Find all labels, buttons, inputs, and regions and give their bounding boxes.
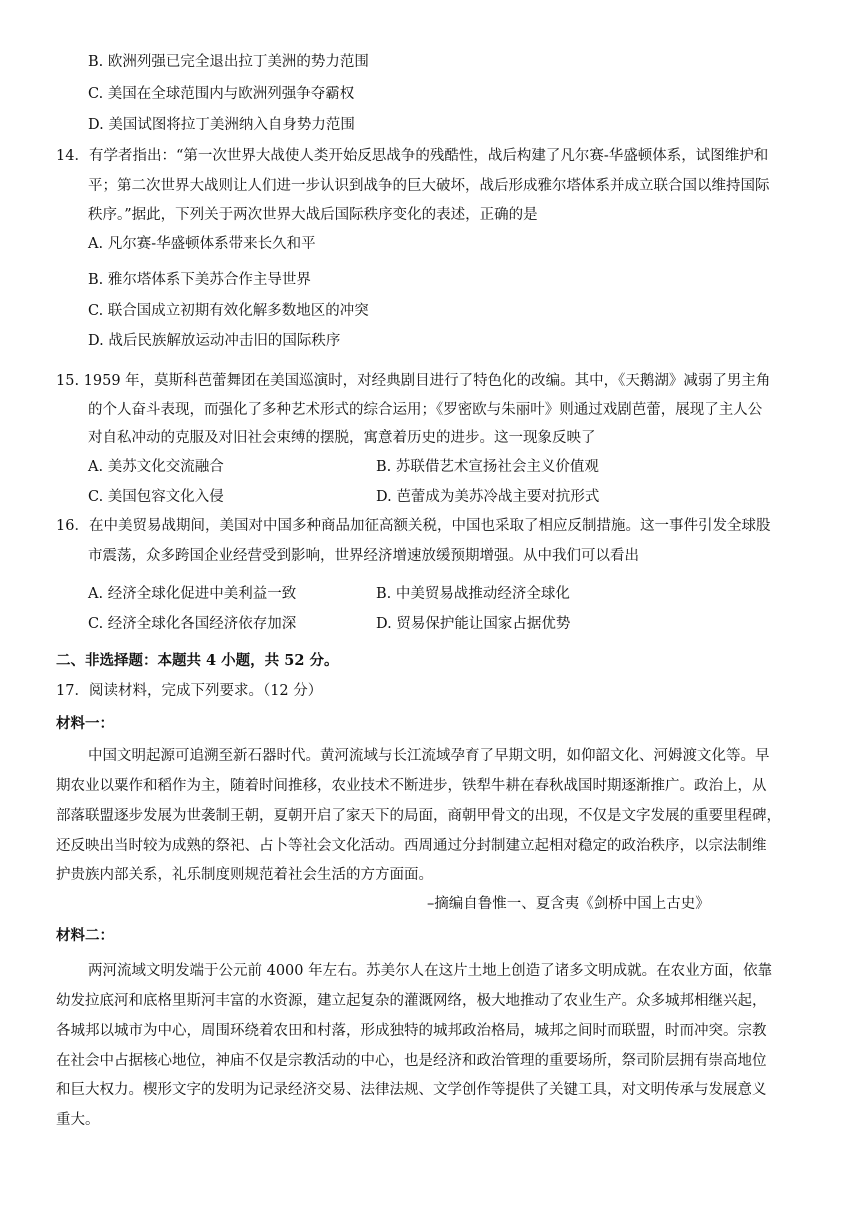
q15-option-a: A. 美苏文化交流融合 (88, 459, 224, 475)
section-heading: 二、非选择题：本题共 4 小题，共 52 分。 (56, 652, 339, 669)
material1-para-line2: 期农业以粟作和稻作为主，随着时间推移，农业技术不断进步，铁犁牛耕在春秋战国时期逐渐推广。政治上，从 (56, 778, 767, 794)
q16-option-c: C. 经济全球化各国经济依存加深 (88, 616, 297, 632)
q14-stem-line2: 平；第二次世界大战则让人们进一步认识到战争的巨大破坏，战后形成雅尔塔体系并成立联合国以维持国际 (88, 178, 770, 194)
material1-para-line5: 护贵族内部关系，礼乐制度则规范着社会生活的方方面面。 (56, 867, 433, 883)
material2-para-line2: 幼发拉底河和底格里斯河丰富的水资源，建立起复杂的灌溉网络，极大地推动了农业生产。众多城邦相继兴起， (56, 993, 767, 1009)
q13-option-d: D. 美国试图将拉丁美洲纳入自身势力范围 (88, 117, 355, 133)
material2-para-line5: 和巨大权力。楔形文字的发明为记录经济交易、法律法规、文学创作等提供了关键工具，对文明传承与发展意义 (56, 1082, 767, 1098)
q16-stem-line1: 16．在中美贸易战期间，美国对中国多种商品加征高额关税，中国也采取了相应反制措施。这一事件引发全球股 (56, 518, 771, 534)
material1-source: –摘编自鲁惟一、夏含夷《剑桥中国上古史》 (427, 896, 710, 912)
material1-para-line1: 中国文明起源可追溯至新石器时代。黄河流域与长江流域孕育了早期文明，如仰韶文化、河姆渡文化等。早 (88, 748, 770, 764)
q15-stem-line3: 对自私冲动的克服及对旧社会束缚的摆脱，寓意着历史的进步。这一现象反映了 (88, 430, 596, 446)
q13-option-b: B. 欧洲列强已完全退出拉丁美洲的势力范围 (88, 54, 369, 70)
q15-option-c: C. 美国包容文化入侵 (88, 489, 224, 505)
q16-stem-line2: 市震荡，众多跨国企业经营受到影响，世界经济增速放缓预期增强。从中我们可以看出 (88, 548, 639, 564)
q15-option-d: D. 芭蕾成为美苏冷战主要对抗形式 (376, 489, 600, 505)
q17-stem: 17．阅读材料，完成下列要求。（12 分） (56, 683, 323, 699)
q15-stem-line2: 的个人奋斗表现，而强化了多种艺术形式的综合运用；《罗密欧与朱丽叶》则通过戏剧芭蕾，展现了主人公 (88, 402, 763, 418)
material2-para-line3: 各城邦以城市为中心，周围环绕着农田和村落，形成独特的城邦政治格局，城邦之间时而联盟，时而冲突。宗教 (56, 1023, 767, 1039)
q15-stem-line1: 15. 1959 年，莫斯科芭蕾舞团在美国巡演时，对经典剧目进行了特色化的改编。其中，《天鹅湖》减弱了男主角 (56, 373, 771, 389)
material1-label: 材料一： (56, 715, 114, 732)
q14-option-d: D. 战后民族解放运动冲击旧的国际秩序 (88, 333, 341, 349)
q14-option-c: C. 联合国成立初期有效化解多数地区的冲突 (88, 303, 369, 319)
material2-label: 材料二： (56, 927, 114, 944)
q16-option-b: B. 中美贸易战推动经济全球化 (376, 586, 570, 602)
material2-para-line1: 两河流域文明发端于公元前 4000 年左右。苏美尔人在这片土地上创造了诸多文明成就。在农业方面，依靠 (88, 963, 773, 979)
q14-stem-line3: 秩序。”据此，下列关于两次世界大战后国际秩序变化的表述，正确的是 (88, 207, 538, 223)
q14-option-b: B. 雅尔塔体系下美苏合作主导世界 (88, 272, 311, 288)
q16-option-d: D. 贸易保护能让国家占据优势 (376, 616, 571, 632)
material2-para-line6: 重大。 (56, 1112, 100, 1128)
q14-stem-line1: 14．有学者指出：“第一次世界大战使人类开始反思战争的残酷性，战后构建了凡尔赛-华盛顿体系，试图维护和 (56, 148, 769, 164)
q16-option-a: A. 经济全球化促进中美利益一致 (88, 586, 297, 602)
q15-option-b: B. 苏联借艺术宣扬社会主义价值观 (376, 459, 599, 475)
q13-option-c: C. 美国在全球范围内与欧洲列强争夺霸权 (88, 86, 355, 102)
q14-option-a: A. 凡尔赛-华盛顿体系带来长久和平 (88, 236, 316, 252)
material2-para-line4: 在社会中占据核心地位，神庙不仅是宗教活动的中心，也是经济和政治管理的重要场所，祭司阶层拥有崇高地位 (56, 1053, 767, 1069)
material1-para-line3: 部落联盟逐步发展为世袭制王朝，夏朝开启了家天下的局面，商朝甲骨文的出现，不仅是文字发展的重要里程碑， (56, 808, 781, 824)
material1-para-line4: 还反映出当时较为成熟的祭祀、占卜等社会文化活动。西周通过分封制建立起相对稳定的政治秩序，以宗法制维 (56, 838, 767, 854)
